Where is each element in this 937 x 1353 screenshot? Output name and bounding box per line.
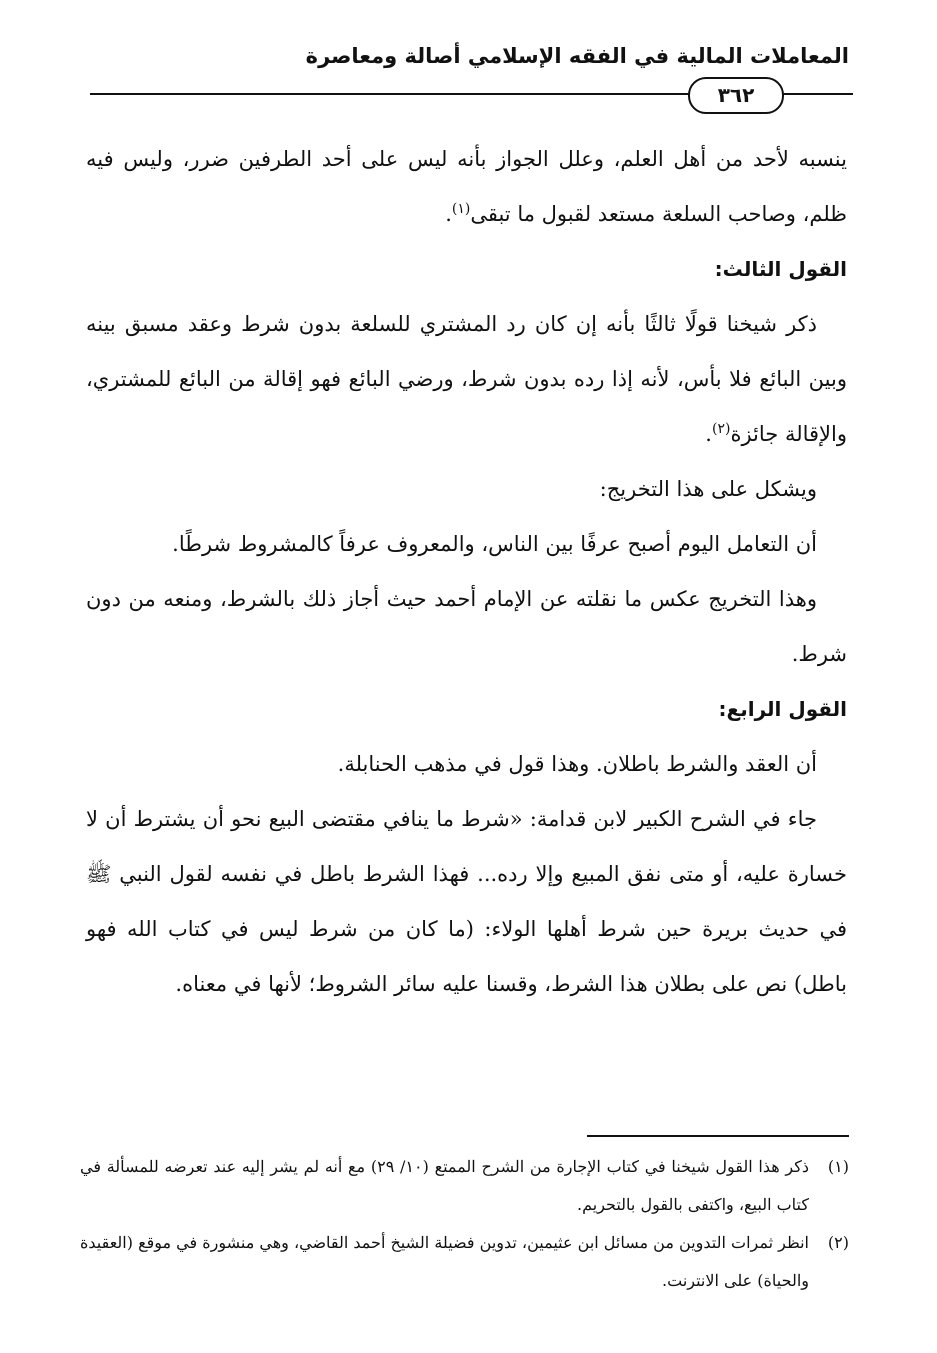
footnote-separator [587, 1135, 849, 1137]
footnote-1-mark: (١) [827, 1157, 849, 1176]
running-title: المعاملات المالية في الفقه الإسلامي أصالة ومعاصرة [305, 44, 849, 68]
paragraph-4: أن التعامل اليوم أصبح عرفًا بين الناس، والمعروف عرفاً كالمشروط شرطًا. [172, 532, 817, 556]
heading-third-opinion: القول الثالث: [714, 257, 847, 281]
paragraph-2 [86, 297, 847, 462]
paragraph-2-end: . [705, 422, 712, 446]
footnote-ref-2: (٢) [711, 421, 731, 437]
footnote-1-text: ذكر هذا القول شيخنا في كتاب الإجارة من الشرح الممتع (١٠/ ٢٩) مع أنه لم يشر إليه عند تعرضه للمسألة في كتاب البيع، واكتفى بالقول بالتحريم. [80, 1157, 809, 1214]
footnotes [80, 1148, 849, 1300]
paragraph-6: أن العقد والشرط باطلان. وهذا قول في مذهب الحنابلة. [337, 752, 817, 776]
page-number: ٣٦٢ [688, 77, 784, 114]
paragraph-7: جاء في الشرح الكبير لابن قدامة: «شرط ما ينافي مقتضى البيع نحو أن يشترط أن لا خسارة عليه، أو متى نفق المبيع وإلا رده... فهذا الشرط باطل في نفسه لقول النبي ﷺ في حديث بريرة حين شرط أهلها الولاء: (ما كان من شرط ليس في كتاب الله فهو باطل) نص على بطلان هذا الشرط، وقسنا عليه سائر الشروط؛ لأنها في معناه. [86, 807, 847, 996]
footnote-2-mark: (٢) [827, 1233, 849, 1252]
footnote-1 [80, 1148, 849, 1224]
paragraph-2-text: ذكر شيخنا قولًا ثالثًا بأنه إن كان رد المشتري للسلعة بدون شرط وعقد مسبق بينه وبين البائع فلا بأس، لأنه إذا رده بدون شرط، ورضي البائع فهو إقالة من البائع للمشتري، والإقالة جائزة [86, 312, 847, 446]
paragraph-1-end: . [445, 202, 452, 226]
paragraph-1-text: ينسبه لأحد من أهل العلم، وعلل الجواز بأنه ليس على أحد الطرفين ضرر، وليس فيه ظلم، وصاحب السلعة مستعد لقبول ما تبقى [86, 147, 847, 226]
heading-fourth-opinion: القول الرابع: [718, 697, 847, 721]
main-text [86, 132, 847, 1012]
paragraph-1 [86, 132, 847, 242]
paragraph-3: ويشكل على هذا التخريج: [599, 477, 817, 501]
footnote-2-text: انظر ثمرات التدوين من مسائل ابن عثيمين، تدوين فضيلة الشيخ أحمد القاضي، وهي منشورة في موقع (العقيدة والحياة) على الانترنت. [80, 1233, 809, 1290]
footnote-2 [80, 1224, 849, 1300]
footnote-ref-1: (١) [451, 201, 471, 217]
paragraph-5: وهذا التخريج عكس ما نقلته عن الإمام أحمد حيث أجاز ذلك بالشرط، ومنعه من دون شرط. [86, 587, 847, 666]
